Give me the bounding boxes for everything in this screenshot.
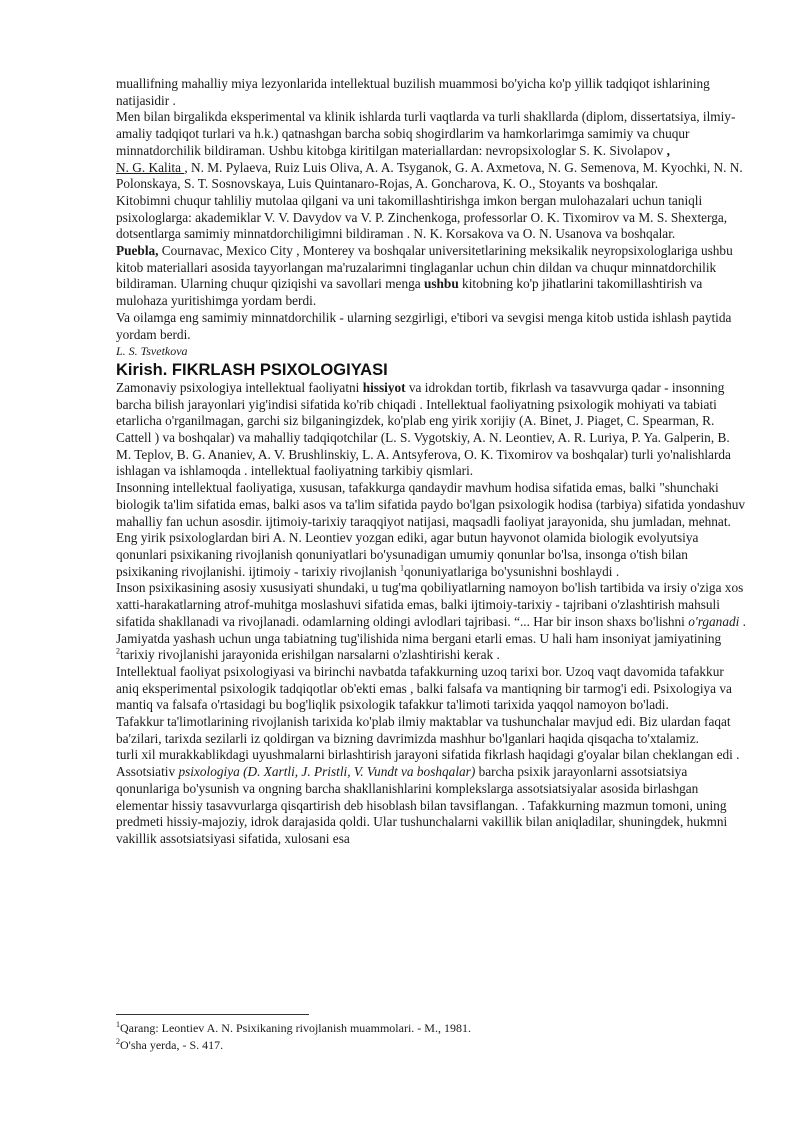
paragraph: Intellektual faoliyat psixologiyasi va birinchi navbatda tafakkurning uzoq tarixi bor. Uzoq vaqt davomida tafakkur aniq eksperimental psixologik tadqiqotlar ob'ekti emas , balki falsafa va mantiqning bir tarmog'i edi. Psixologiya va mantiq va falsafa o'rtasidagi bu bog'liqlik psixologik tafakkur ta'limoti tarixida yaqqol namoyon bo'ladi.	[116, 663, 732, 713]
text-run: qonuniyatlariga bo'ysunishni boshlaydi .	[404, 563, 620, 579]
footnote-mark: 2	[116, 1037, 120, 1046]
bold-text: hissiyot	[362, 379, 406, 395]
text-run: kitobning ko'p jihatlarini takomillashtirish va mulohaza yuritishimga yordam berdi.	[116, 276, 703, 309]
text-run: tarixiy rivojlanishi jarayonida erishilgan narsalarni o'zlashtirishi kerak .	[120, 647, 500, 663]
bold-text: Puebla,	[116, 243, 159, 259]
paragraph: Va oilamga eng samimiy minnatdorchilik - ularning sezgirligi, e'tibori va sevgisi menga kitob ustida ishlash paytida yordam berdi.	[116, 309, 732, 342]
text-run: . Jamiyatda yashash uchun unga tabiatning tug'ilishida nima bergani etarli emas. U hali ham insoniyat jamiyatining	[116, 613, 746, 646]
paragraph	[116, 580, 746, 664]
paragraph	[116, 380, 746, 480]
footnote-text: Qarang: Leontiev A. N. Psixikaning rivojlanish muammolari. - M., 1981.	[120, 1021, 471, 1035]
paragraph	[116, 747, 746, 847]
bold-text: ,	[663, 142, 670, 158]
footnote-ref-1[interactable]: 1	[400, 563, 405, 573]
text-run: Insonning intellektual faoliyatiga, xususan, tafakkurga qandaydir mavhum hodisa sifatida emas, balki "shunchaki biologik ta'lim sifatida emas, balki asos va ta'lim sifatida paydo bo'lgan psixologik hodisa (tarbiya) sifatida yondashuv mahalliy fan uchun asosdir. ijtimoiy-tarixiy taraqqiyot natijasi, maqsadli faoliyat jarayonida, shu jumladan, mehnat. Eng yirik psixologlardan biri A. N. Leontiev yozgan ediki, agar butun hayvonot olamida biologik evolyutsiya qonunlari psixikaning rivojlanish qonuniyatlari bo'ysunadigan umumiy qonunlar bo'lsa, insonga o'tish bilan psixikaning rivojlanishi. ijtimoiy - tarixiy rivojlanish	[116, 480, 746, 579]
footnote-2	[116, 1037, 746, 1054]
footnote-1	[116, 1020, 746, 1037]
text-run: Cournavac, Mexico City , Monterey va boshqalar universitetlarining meksikalik neyropsixologlariga ushbu kitob materiallari asosida tayyorlangan ma'ruzalarimni tinglaganlar uchun chin dildan va chuqur minnatdorchilik bildiraman. Ularning chuqur qiziqishi va savollari menga	[116, 243, 733, 292]
paragraph	[116, 160, 746, 193]
text-run: Zamonaviy psixologiya intellektual faoliyatni	[116, 379, 363, 395]
footnote-ref-2[interactable]: 2	[116, 646, 120, 656]
paragraph	[116, 109, 746, 159]
footnote-mark: 1	[116, 1020, 120, 1029]
italic-text: o'rganadi	[688, 613, 740, 629]
footnotes	[116, 1020, 746, 1054]
italic-text: psixologiya (D. Xartli, J. Pristli, V. Vundt va boshqalar)	[178, 764, 476, 780]
document-body	[116, 76, 746, 848]
text-run: Inson psixikasining asosiy xususiyati shundaki, u tug'ma qobiliyatlarning namoyon bo'lish tartibida va irsiy o'ziga xos xatti-harakatlarning atrof-muhitga moslashuvi sifatida emas, balki ijtimoiy-tarixiy - tajribani o'zlashtirish mahsuli sifatida shakllanadi va rivojlanadi. odamlarning oldingi avlodlari tajribasi. “... Har bir inson shaxs bo'lishni	[116, 580, 744, 629]
text-run: Men bilan birgalikda eksperimental va klinik ishlarda turli vaqtlarda va turli shakllarda (diplom, dissertatsiya, ilmiy-amaliy tadqiqot turlari va h.k.) qatnashgan barcha sobiq shogirdlarim va hamkorlarimga samimiy va chuqur minnatdorchilik bildiraman. Ushbu kitobga kiritilgan materiallardan: nevropsixologlar S. K. Sivolapov	[116, 109, 736, 158]
paragraph	[116, 243, 746, 310]
footnote-text: O'sha yerda, - S. 417.	[120, 1038, 224, 1052]
text-run: , N. M. Pylaeva, Ruiz Luis Oliva, A. A. Tsyganok, G. A. Axmetova, N. G. Semenova, M. Kyochki, N. N. Polonskaya, S. T. Sosnovskaya, Luis Quintanaro-Rojas, A. Goncharova, K. O., Stoyants va boshqalar.	[116, 159, 743, 192]
text-run: barcha psixik jarayonlarni assotsiatsiya qonunlariga bo'ysunish va ongning barcha shakllanishlarini komplekslarga assotsiatsiyalar asosida birlashgan elementar hissiy tasavvurlarga qisqartirish deb hisoblash bilan tavsiflangan. . Tafakkurning mazmun tomoni, uning predmeti hissiy-majoziy, idrok darajasida qoldi. Ular tushunchalarni vakillik bilan aniqladilar, shuningdek, hukmni vakillik assotsiatsiyasi sifatida, xulosani esa	[116, 764, 728, 846]
signature: L. S. Tsvetkova	[116, 344, 188, 359]
bold-text: ushbu	[423, 276, 459, 292]
paragraph	[116, 480, 746, 580]
text-run: va idrokdan tortib, fikrlash va tasavvurga qadar - insonning barcha bilish jarayonlari yig'indisi sifatida ko'rib chiqadi . Intellektual faoliyatning psixologik mohiyati va tabiati etarlicha o'rganilmagan, garchi siz bilganingizdek, ko'plab eng yirik xorijiy (A. Binet, J. Piaget, C. Spearman, R. Cattell ) va boshqalar) va mahalliy tadqiqotchilar (L. S. Vygotskiy, A. N. Leontiev, A. R. Luriya, P. Ya. Galperin, B. M. Teplov, B. G. Ananiev, A. V. Brushlinskiy, L. A. Antsyferova, O. K. Tixomirov va boshqalar) turli yo'nalishlarda ishlagan va ishlamoqda . intellektual faoliyatning tarkibiy qismlari.	[116, 379, 731, 479]
section-heading: Kirish. FIKRLASH PSIXOLOGIYASI	[116, 360, 388, 379]
paragraph: Tafakkur ta'limotlarining rivojlanish tarixida ko'plab ilmiy maktablar va tushunchalar mavjud edi. Biz ulardan faqat ba'zilari, tarixda sezilarli iz qoldirgan va bizning davrimizda mashhur bo'lganlari haqida qisqacha to'xtalamiz.	[116, 714, 731, 746]
footnote-divider	[116, 1014, 309, 1015]
paragraph: muallifning mahalliy miya lezyonlarida intellektual buzilish muammosi bo'yicha ko'p yillik tadqiqot ishlarining natijasidir .	[116, 76, 710, 108]
text-run: turli xil murakkablikdagi uyushmalarni birlashtirish jarayoni sifatida fikrlash haqidagi g'oyalar bilan cheklangan edi . Assotsiativ	[116, 747, 740, 780]
paragraph: Kitobimni chuqur tahliliy mutolaa qilgani va uni takomillashtirishga imkon bergan mulohazalari uchun taniqli psixologlarga: akademiklar V. V. Davydov va V. P. Zinchenkoga, professorlar O. K. Tixomirov va M. S. Shexterga, dotsentlarga samimiy minnatdorchiligimni bildiraman . N. K. Korsakova va O. N. Usanova va boshqalar.	[116, 192, 728, 242]
underlined-name: N. G. Kalita	[116, 159, 185, 175]
